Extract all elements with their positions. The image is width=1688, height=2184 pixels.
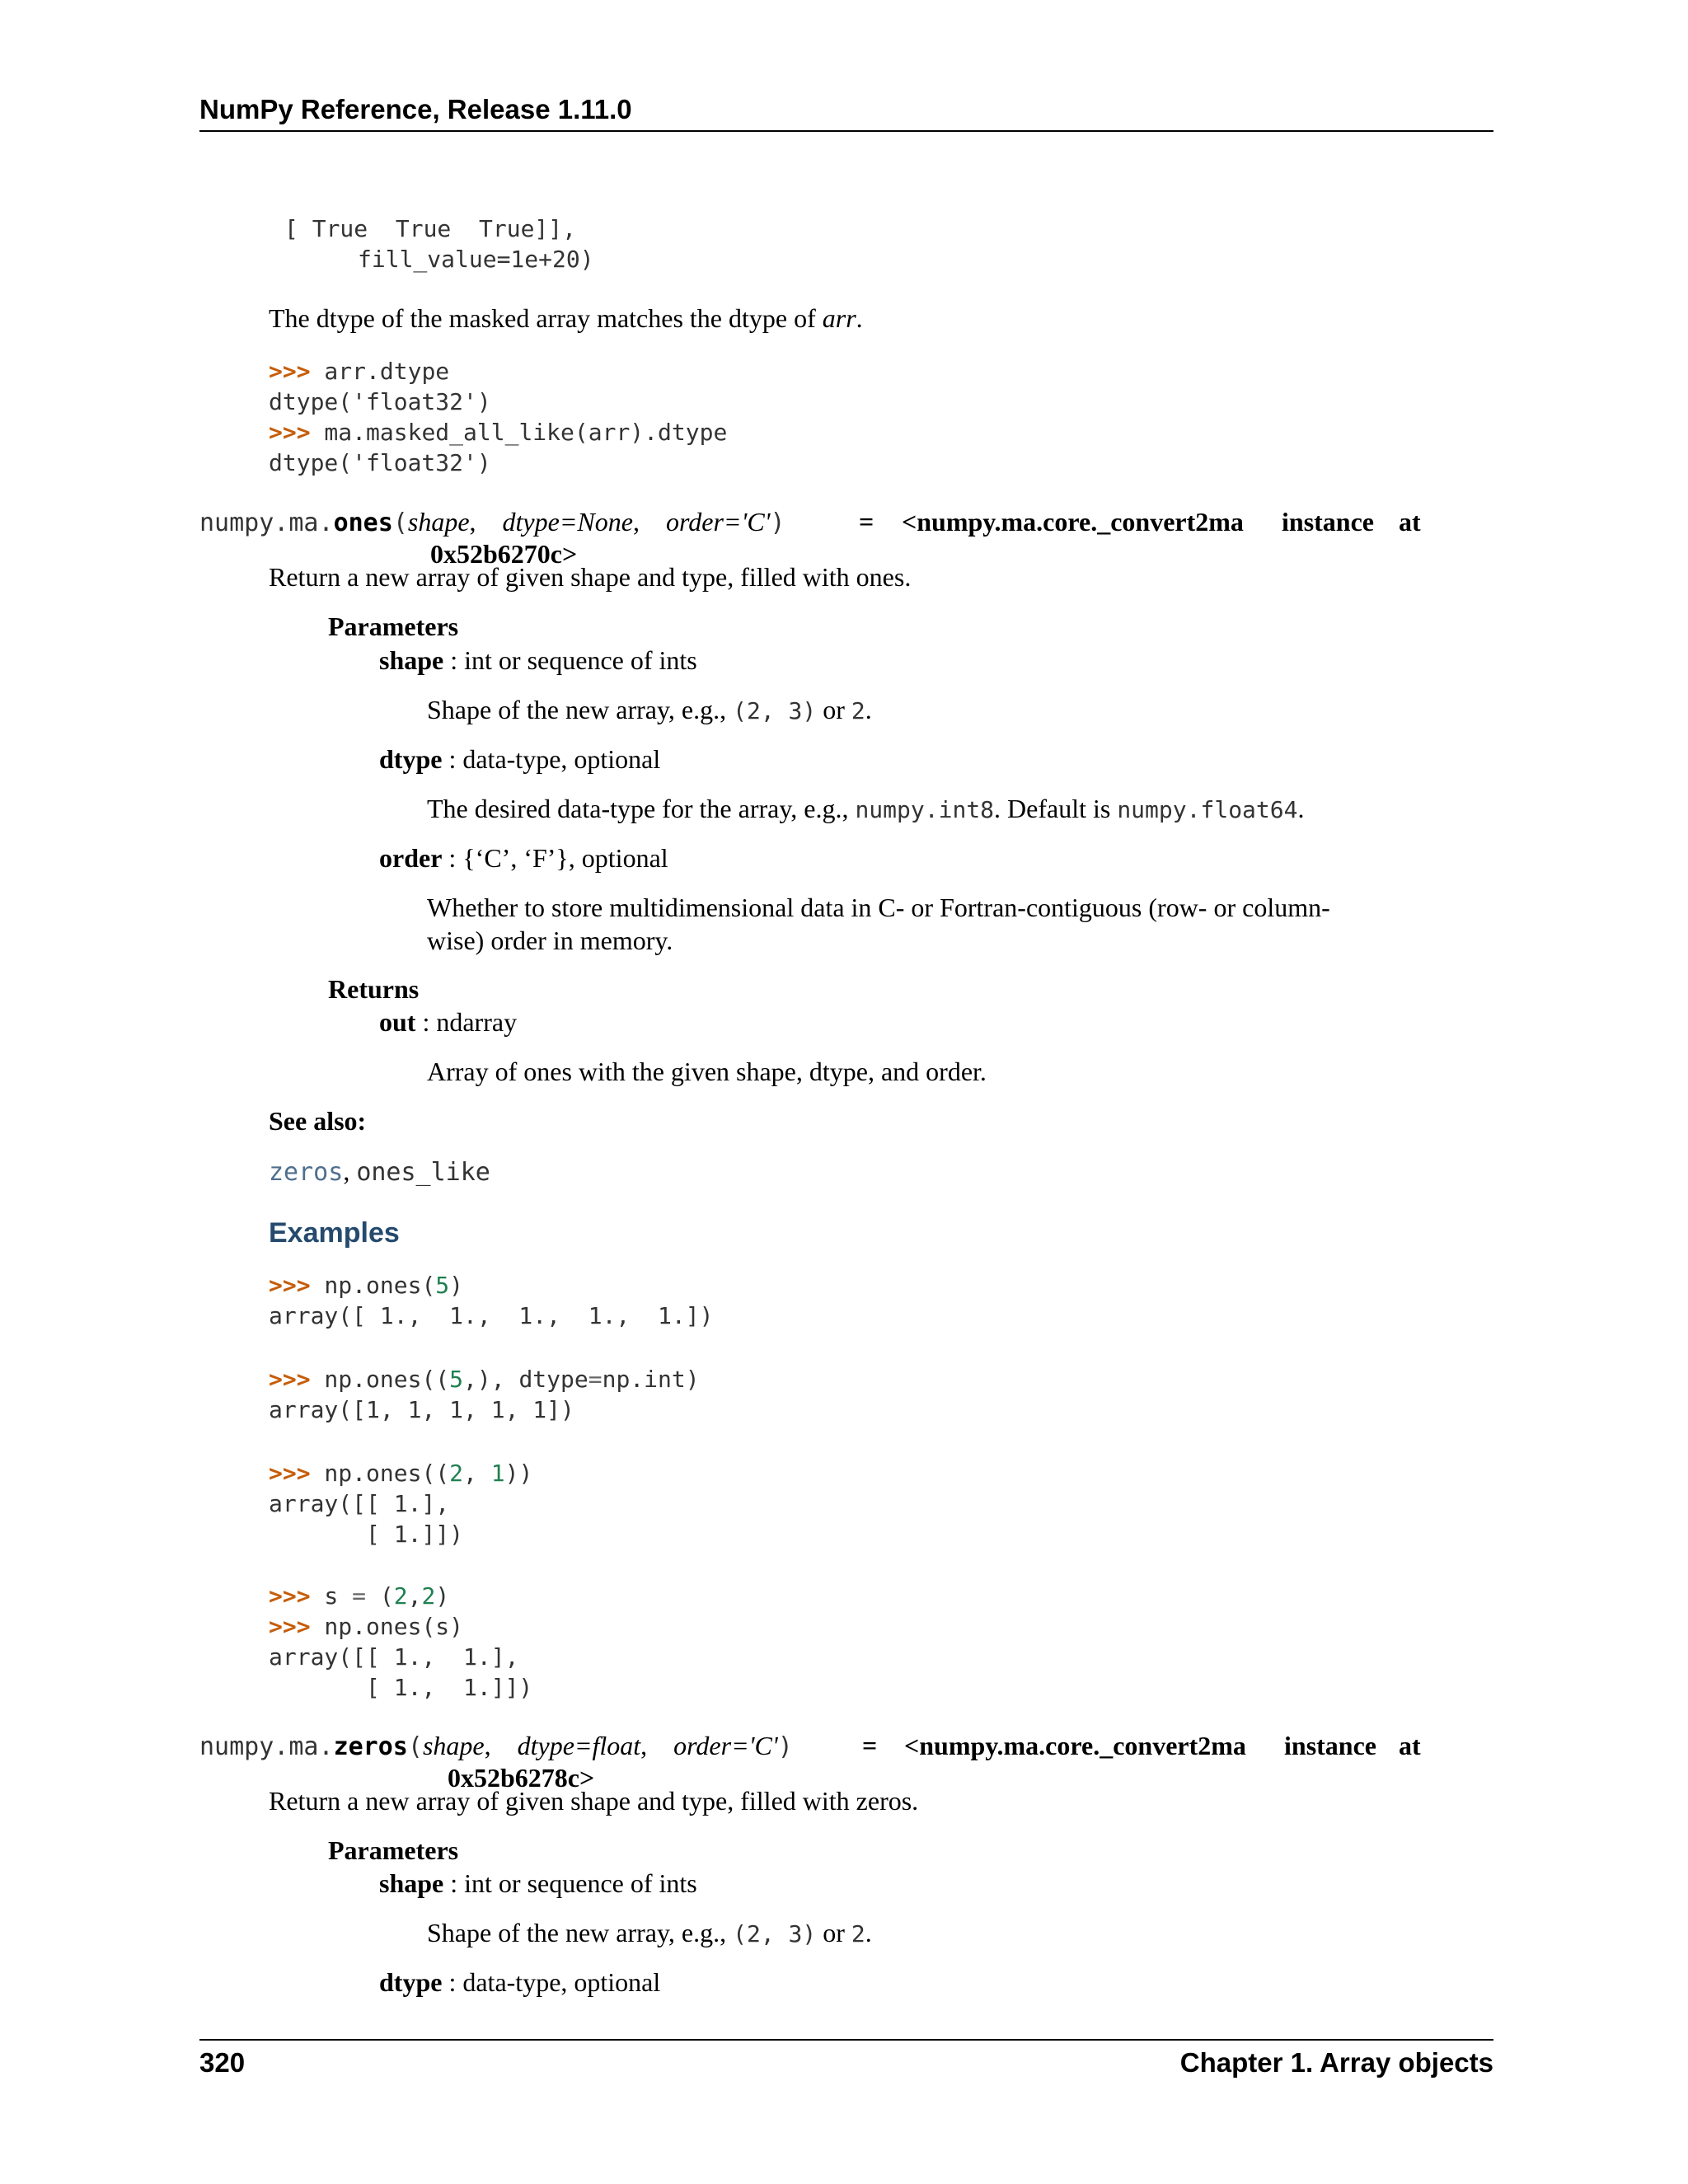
code-text: ) — [435, 1582, 450, 1610]
prompt: >>> — [269, 419, 311, 446]
prompt: >>> — [269, 1613, 311, 1640]
param-name: out — [379, 1007, 416, 1037]
sig-paren: ( — [392, 509, 408, 537]
sig-paren: ( — [407, 1732, 423, 1761]
sig-instance: <numpy.ma.core._convert2ma — [904, 1731, 1246, 1760]
code-line — [269, 417, 727, 448]
code-output: array([ 1., 1., 1., 1., 1.]) — [269, 1302, 714, 1329]
inline-code: (2, 3) — [733, 697, 817, 724]
code-output: array([[ 1., 1.], — [269, 1643, 519, 1671]
text: . — [856, 303, 863, 333]
number: 1 — [490, 1460, 505, 1487]
param-shape-def — [379, 1868, 697, 1899]
param-name: shape — [379, 1868, 444, 1898]
param-type: : data-type, optional — [442, 744, 661, 774]
inline-code: 2 — [851, 1920, 865, 1947]
sig-prefix: numpy.ma. — [199, 509, 334, 537]
code-output: array([1, 1, 1, 1, 1]) — [269, 1396, 574, 1423]
param-name: shape — [379, 645, 444, 675]
text: . — [865, 695, 872, 724]
return-out-def — [379, 1007, 517, 1038]
prompt: >>> — [269, 358, 311, 385]
param-shape-def — [379, 645, 697, 676]
code-text: )) — [504, 1460, 533, 1487]
param-name: order — [379, 843, 443, 873]
inline-code: numpy.float64 — [1117, 796, 1298, 823]
param-order: order='C' — [665, 507, 771, 537]
param-order-def — [379, 843, 668, 874]
return-out-desc: Array of ones with the given shape, dtype, and order. — [427, 1057, 987, 1086]
zeros-link[interactable]: zeros — [269, 1158, 344, 1187]
code-line — [269, 356, 449, 387]
code-text: arr.dtype — [310, 358, 450, 385]
sig-equals: = — [862, 1731, 878, 1760]
parameters-heading: Parameters — [328, 1835, 459, 1865]
code-text: s — [310, 1582, 353, 1610]
param-dtype: dtype=None — [502, 507, 633, 537]
sig-prefix: numpy.ma. — [199, 1732, 334, 1761]
text: . Default is — [994, 794, 1118, 823]
sig-paren: ) — [770, 509, 785, 537]
sig-paren: ) — [777, 1732, 793, 1761]
param-dtype: dtype=float — [517, 1731, 641, 1760]
param-shape: shape — [422, 1731, 485, 1760]
number: 2 — [449, 1460, 464, 1487]
returns-heading: Returns — [328, 974, 420, 1004]
number: 2 — [393, 1582, 408, 1610]
param-order: order='C' — [673, 1731, 778, 1760]
text: Shape of the new array, e.g., — [427, 1918, 734, 1947]
sig-equals: = — [859, 507, 874, 537]
number: 2 — [421, 1582, 436, 1610]
code-line — [269, 1581, 449, 1611]
code-text: ) — [449, 1272, 464, 1299]
code-line: [ True True True]], — [284, 215, 577, 242]
ones-like-ref: ones_like — [356, 1158, 490, 1187]
number: 5 — [449, 1366, 464, 1393]
text: . — [1297, 794, 1305, 823]
number: 5 — [435, 1272, 450, 1299]
dtype-paragraph — [269, 303, 863, 334]
code-text: np.ones(s) — [310, 1613, 464, 1640]
text: Shape of the new array, e.g., — [427, 695, 734, 724]
code-text: np.int) — [602, 1366, 700, 1393]
code-text: dtype('float32') — [269, 449, 491, 476]
zeros-summary: Return a new array of given shape and type, filled with zeros. — [269, 1786, 919, 1816]
code-text: np.ones(( — [310, 1460, 450, 1487]
sig-address: 0x52b6270c> — [430, 539, 578, 569]
param-dtype-def — [379, 744, 660, 775]
ones-signature: numpy.ma.ones(shape, dtype=None, order='C') — [199, 507, 785, 537]
param-type: : int or sequence of ints — [443, 645, 697, 675]
param-dtype-desc — [427, 794, 1304, 824]
examples-heading: Examples — [269, 1217, 400, 1249]
code-text: ,), dtype — [463, 1366, 588, 1393]
code-output: [ 1., 1.]]) — [269, 1674, 533, 1701]
operator: = — [588, 1366, 603, 1393]
code-line — [269, 1364, 700, 1394]
param-order-desc: Whether to store multidimensional data in C- or Fortran-contiguous (row- or column- — [427, 893, 1330, 922]
sig-instance-word: instance — [1282, 507, 1374, 537]
code-text: np.ones( — [310, 1272, 436, 1299]
separator: , — [343, 1156, 357, 1186]
code-text: ma.masked_all_like(arr).dtype — [310, 419, 728, 446]
text: The desired data-type for the array, e.g., — [427, 794, 856, 823]
code-text: , — [463, 1460, 491, 1487]
param-order-desc-2: wise) order in memory. — [427, 926, 673, 955]
page-number: 320 — [199, 2047, 246, 2078]
inline-code: 2 — [851, 697, 865, 724]
code-text: , — [407, 1582, 422, 1610]
prompt: >>> — [269, 1366, 311, 1393]
see-also-list — [269, 1156, 490, 1187]
prompt: >>> — [269, 1272, 311, 1299]
sig-instance-word: instance — [1284, 1731, 1376, 1760]
param-type: : ndarray — [415, 1007, 518, 1037]
prompt: >>> — [269, 1460, 311, 1487]
param-type: : data-type, optional — [442, 1967, 661, 1997]
inline-code: numpy.int8 — [855, 796, 995, 823]
code-text: np.ones(( — [310, 1366, 450, 1393]
param-name: dtype — [379, 1967, 443, 1997]
code-output — [269, 387, 491, 417]
text: or — [816, 1918, 851, 1947]
param-type: : int or sequence of ints — [443, 1868, 697, 1898]
see-also-heading: See also: — [269, 1106, 367, 1136]
param-dtype-def — [379, 1967, 660, 1998]
sig-at: at — [1399, 1731, 1421, 1760]
code-output: [ 1.]]) — [269, 1521, 464, 1548]
param-shape: shape — [407, 507, 470, 537]
param-shape-desc — [427, 695, 872, 725]
code-text: dtype('float32') — [269, 388, 491, 415]
param-type: : {‘C’, ‘F’}, optional — [442, 843, 668, 873]
arr-emphasis: arr — [822, 303, 856, 333]
prompt: >>> — [269, 1582, 311, 1610]
zeros-signature: numpy.ma.zeros(shape, dtype=float, order='C') — [199, 1731, 793, 1761]
code-line — [269, 1458, 532, 1488]
parameters-heading: Parameters — [328, 612, 459, 641]
text: or — [816, 695, 851, 724]
param-name: dtype — [379, 744, 443, 774]
text: . — [865, 1918, 872, 1947]
inline-code: (2, 3) — [733, 1920, 817, 1947]
param-shape-desc — [427, 1918, 872, 1948]
function-name: zeros — [333, 1732, 408, 1761]
chapter-title: Chapter 1. Array objects — [1179, 2047, 1493, 2078]
sig-instance: <numpy.ma.core._convert2ma — [902, 507, 1244, 537]
sig-address: 0x52b6278c> — [448, 1763, 595, 1793]
operator: = — [352, 1582, 367, 1610]
code-text: ( — [366, 1582, 394, 1610]
code-line — [269, 1270, 463, 1301]
code-output — [269, 448, 491, 478]
header-rule — [199, 130, 1493, 132]
text: The dtype of the masked array matches the dtype of — [269, 303, 823, 333]
sig-at: at — [1399, 507, 1421, 537]
ones-summary: Return a new array of given shape and type, filled with ones. — [269, 562, 912, 592]
running-header-title: NumPy Reference, Release 1.11.0 — [199, 94, 632, 124]
footer-rule — [199, 2039, 1493, 2041]
function-name: ones — [333, 509, 393, 537]
code-output: array([[ 1.], — [269, 1490, 450, 1517]
code-line: fill_value=1e+20) — [358, 246, 594, 273]
code-line — [269, 1611, 463, 1642]
